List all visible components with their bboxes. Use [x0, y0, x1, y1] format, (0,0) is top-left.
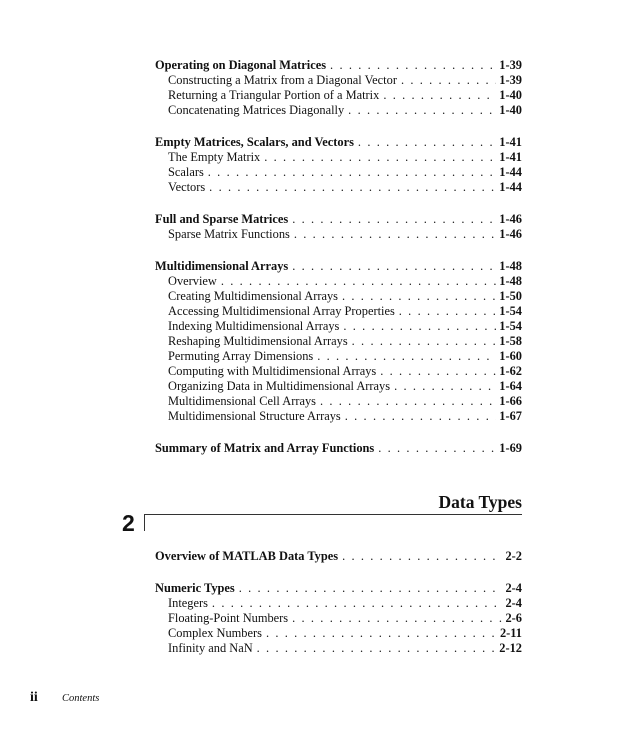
dot-leader	[399, 304, 497, 319]
toc-entry-page: 1-66	[499, 394, 522, 408]
toc-section	[155, 135, 522, 195]
toc-entry-title: Reshaping Multidimensional Arrays	[168, 334, 348, 348]
toc-entry-page: 1-40	[499, 88, 522, 102]
toc-entry-page: 1-62	[499, 364, 522, 378]
dot-leader	[342, 289, 496, 304]
dot-leader	[239, 581, 503, 596]
dot-leader	[342, 549, 502, 564]
toc-entry-page: 1-46	[499, 227, 522, 241]
toc-entry-title: Summary of Matrix and Array Functions	[155, 441, 375, 455]
toc-entry-title: Organizing Data in Multidimensional Arrays	[168, 379, 391, 393]
toc-entry-title: Complex Numbers	[168, 626, 262, 640]
toc-subentry[interactable]	[155, 304, 522, 319]
dot-leader	[208, 165, 497, 180]
toc-subentry[interactable]	[155, 626, 522, 641]
toc-entry-page: 2-12	[499, 641, 522, 655]
toc-entry-title: Multidimensional Cell Arrays	[168, 394, 316, 408]
toc-entry[interactable]	[155, 259, 522, 274]
dot-leader	[212, 596, 503, 611]
toc-entry-title: Numeric Types	[155, 581, 235, 595]
toc-entry[interactable]	[155, 212, 522, 227]
toc-entry-page: 2-4	[505, 581, 522, 595]
dot-leader	[320, 394, 496, 409]
toc-entry-page: 1-50	[499, 289, 522, 303]
dot-leader	[401, 73, 496, 88]
toc-entry[interactable]	[155, 58, 522, 73]
dot-leader	[358, 135, 496, 150]
toc-entry-title: Full and Sparse Matrices	[155, 212, 289, 226]
dot-leader	[292, 611, 502, 626]
toc-section	[155, 212, 522, 242]
toc-entry-title: Returning a Triangular Portion of a Matrix	[168, 88, 380, 102]
toc-subentry[interactable]	[155, 349, 522, 364]
toc-subentry[interactable]	[155, 641, 522, 656]
toc-entry-title: Empty Matrices, Scalars, and Vectors	[155, 135, 354, 149]
toc-subentry[interactable]	[155, 73, 522, 88]
toc-bottom	[155, 549, 522, 656]
chapter-rule	[144, 514, 522, 515]
toc-entry-page: 2-11	[499, 626, 522, 640]
toc-entry-page: 1-44	[499, 165, 522, 179]
dot-leader	[380, 364, 496, 379]
toc-subentry[interactable]	[155, 364, 522, 379]
dot-leader	[292, 259, 496, 274]
toc-subentry[interactable]	[155, 379, 522, 394]
toc-entry-page: 1-44	[499, 180, 522, 194]
dot-leader	[352, 334, 497, 349]
footer-page-number: ii	[30, 690, 38, 705]
toc-subentry[interactable]	[155, 334, 522, 349]
chapter-title: Data Types	[438, 492, 522, 512]
toc-entry-page: 1-67	[499, 409, 522, 423]
toc-entry-title: Scalars	[168, 165, 204, 179]
toc-entry-page: 1-54	[499, 319, 522, 333]
toc-entry-title: Vectors	[168, 180, 206, 194]
toc-subentry[interactable]	[155, 150, 522, 165]
toc-entry-page: 2-2	[505, 549, 522, 563]
toc-entry[interactable]	[155, 135, 522, 150]
toc-section	[155, 259, 522, 424]
toc-section	[155, 581, 522, 656]
toc-entry-title: Multidimensional Structure Arrays	[168, 409, 341, 423]
dot-leader	[264, 150, 496, 165]
dot-leader	[383, 88, 496, 103]
toc-entry-title: Concatenating Matrices Diagonally	[168, 103, 345, 117]
toc-entry-title: Indexing Multidimensional Arrays	[168, 319, 340, 333]
toc-entry-title: Permuting Array Dimensions	[168, 349, 314, 363]
toc-subentry[interactable]	[155, 394, 522, 409]
toc-entry-title: Operating on Diagonal Matrices	[155, 58, 327, 72]
toc-subentry[interactable]	[155, 88, 522, 103]
dot-leader	[257, 641, 497, 656]
toc-entry-title: Computing with Multidimensional Arrays	[168, 364, 377, 378]
toc-entry-page: 1-48	[499, 259, 522, 273]
dot-leader	[292, 212, 496, 227]
toc-entry-page: 1-46	[499, 212, 522, 226]
toc-entry-page: 1-54	[499, 304, 522, 318]
toc-section	[155, 549, 522, 564]
toc-subentry[interactable]	[155, 274, 522, 289]
footer-label: Contents	[62, 693, 100, 704]
toc-entry-page: 1-60	[499, 349, 522, 363]
dot-leader	[330, 58, 496, 73]
dot-leader	[294, 227, 496, 242]
toc-entry-page: 1-39	[499, 58, 522, 72]
toc-subentry[interactable]	[155, 227, 522, 242]
toc-entry-title: Overview	[168, 274, 217, 288]
dot-leader	[221, 274, 496, 289]
toc-entry[interactable]	[155, 581, 522, 596]
dot-leader	[394, 379, 496, 394]
dot-leader	[348, 103, 496, 118]
toc-entry-title: Overview of MATLAB Data Types	[155, 549, 339, 563]
toc-subentry[interactable]	[155, 596, 522, 611]
toc-section	[155, 441, 522, 456]
toc-entry-title: Multidimensional Arrays	[155, 259, 289, 273]
toc-subentry[interactable]	[155, 180, 522, 195]
toc-entry-page: 1-64	[499, 379, 522, 393]
chapter-number: 2	[122, 510, 135, 536]
dot-leader	[343, 319, 496, 334]
toc-entry[interactable]	[155, 549, 522, 564]
dot-leader	[209, 180, 496, 195]
toc-entry-page: 1-58	[499, 334, 522, 348]
toc-section	[155, 58, 522, 118]
toc-entry-page: 1-40	[499, 103, 522, 117]
toc-entry-page: 1-48	[499, 274, 522, 288]
chapter-rule-tick	[144, 514, 145, 531]
toc-subentry[interactable]	[155, 103, 522, 118]
toc-entry-title: The Empty Matrix	[168, 150, 261, 164]
toc-entry-title: Sparse Matrix Functions	[168, 227, 290, 241]
toc-entry-title: Infinity and NaN	[168, 641, 253, 655]
toc-subentry[interactable]	[155, 319, 522, 334]
toc-entry-page: 1-41	[499, 135, 522, 149]
toc-entry-title: Constructing a Matrix from a Diagonal Vector	[168, 73, 397, 87]
toc-top	[155, 58, 522, 456]
toc-entry-page: 1-69	[499, 441, 522, 455]
toc-entry[interactable]	[155, 441, 522, 456]
dot-leader	[317, 349, 496, 364]
toc-entry-page: 2-6	[505, 611, 522, 625]
dot-leader	[345, 409, 497, 424]
dot-leader	[266, 626, 497, 641]
toc-subentry[interactable]	[155, 611, 522, 626]
toc-entry-title: Accessing Multidimensional Array Properties	[168, 304, 395, 318]
toc-subentry[interactable]	[155, 165, 522, 180]
toc-entry-title: Integers	[168, 596, 208, 610]
toc-subentry[interactable]	[155, 409, 522, 424]
toc-entry-page: 1-41	[499, 150, 522, 164]
toc-entry-title: Creating Multidimensional Arrays	[168, 289, 339, 303]
toc-entry-title: Floating-Point Numbers	[168, 611, 289, 625]
toc-subentry[interactable]	[155, 289, 522, 304]
toc-entry-page: 2-4	[505, 596, 522, 610]
toc-entry-page: 1-39	[499, 73, 522, 87]
dot-leader	[378, 441, 496, 456]
